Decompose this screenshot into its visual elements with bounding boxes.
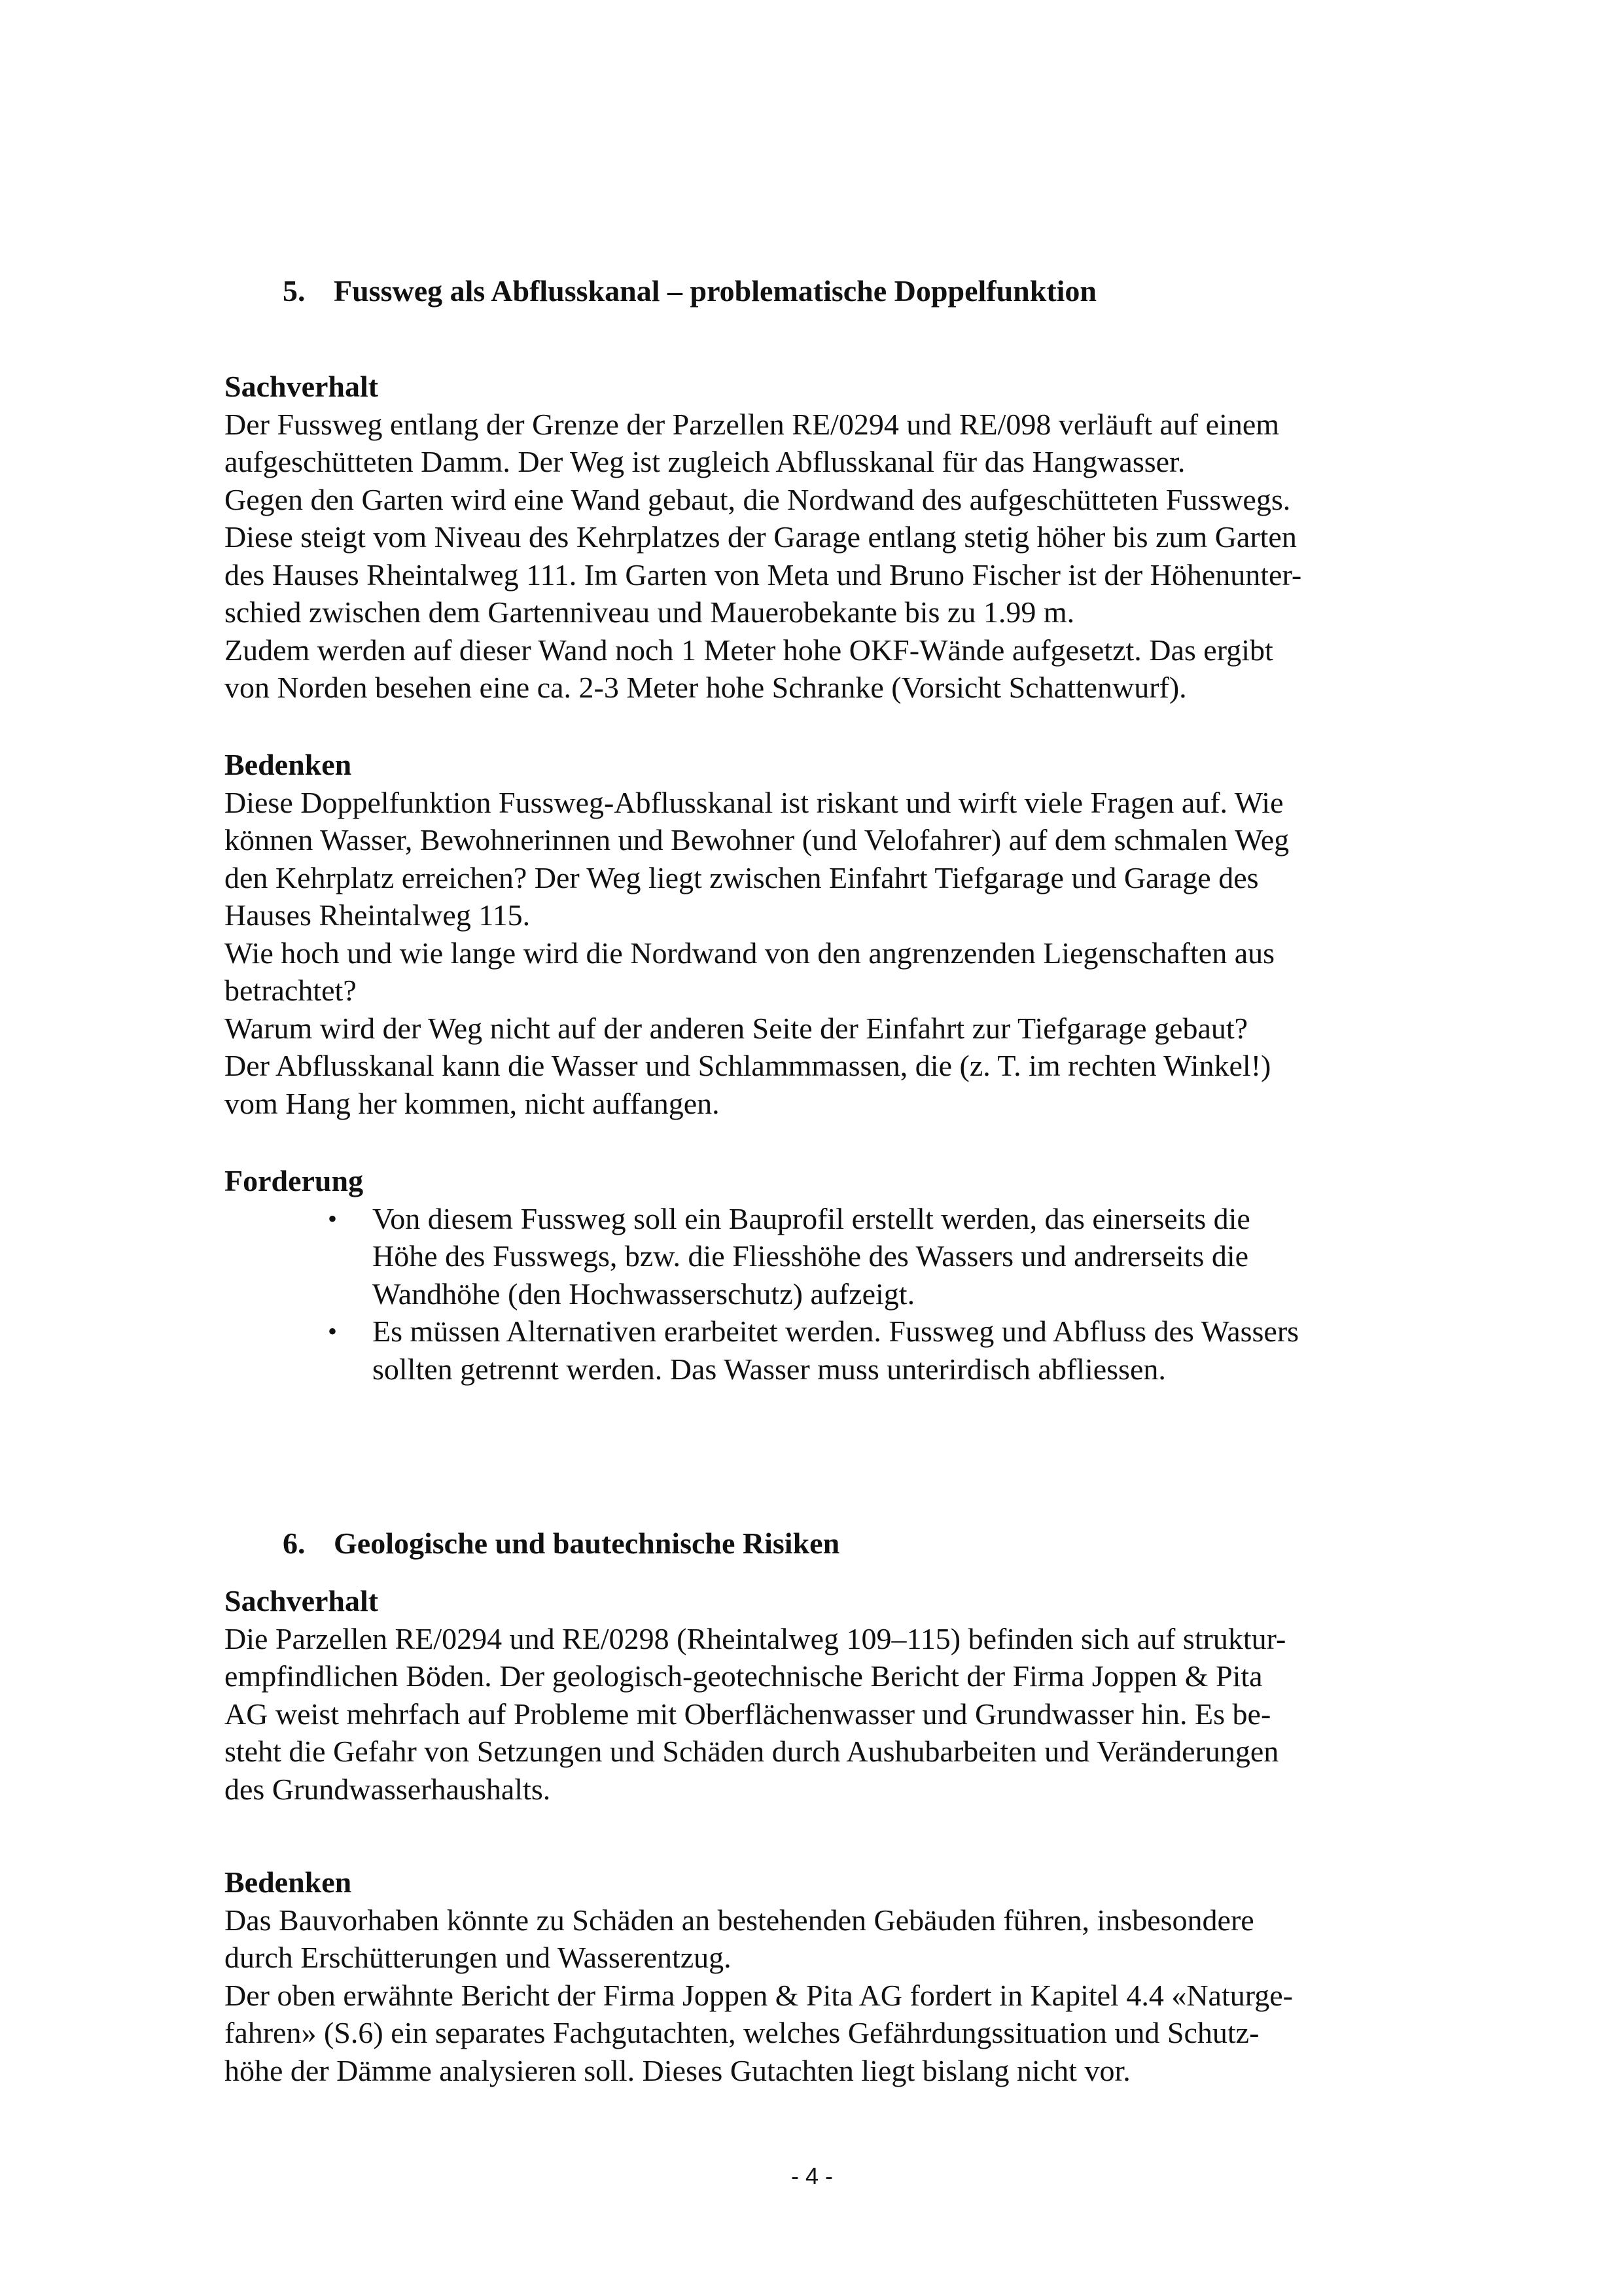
paragraph-line: schied zwischen dem Gartenniveau und Mauerobekante bis zu 1.99 m. [224,595,1075,629]
section-5-forderung [224,1162,1481,1388]
paragraph-line: Diese steigt vom Niveau des Kehrplatzes der Garage entlang stetig höher bis zum Garten [224,520,1297,554]
section-6-title: Geologische und bautechnische Risiken [334,1527,840,1560]
list-item-line: sollten getrennt werden. Das Wasser muss unterirdisch abfliessen. [372,1352,1166,1386]
paragraph-line: betrachtet? [224,974,357,1007]
section-6-bedenken [224,1863,1481,2089]
list-item-line: Es müssen Alternativen erarbeitet werden. Fussweg und Abfluss des Wassers [372,1315,1299,1348]
paragraph-line: Hauses Rheintalweg 115. [224,898,531,932]
paragraph-line: vom Hang her kommen, nicht auffangen. [224,1086,720,1120]
bedenken-label: Bedenken [224,1865,352,1899]
list-item [224,1313,1481,1388]
paragraph-line: können Wasser, Bewohnerinnen und Bewohner (und Velofahrer) auf dem schmalen Weg [224,823,1290,857]
section-6-number: 6. [283,1527,306,1560]
bullet-icon: • [328,1203,338,1233]
section-6-heading [283,1525,839,1563]
paragraph-line: Der Fussweg entlang der Grenze der Parzellen RE/0294 und RE/098 verläuft auf einem [224,407,1280,441]
section-6-sachverhalt [224,1582,1481,1808]
sachverhalt-label: Sachverhalt [224,1584,379,1617]
paragraph-line: Diese Doppelfunktion Fussweg-Abflusskanal ist riskant und wirft viele Fragen auf. Wie [224,785,1284,819]
paragraph-line: Gegen den Garten wird eine Wand gebaut, die Nordwand des aufgeschütteten Fusswegs. [224,482,1291,516]
sachverhalt-label: Sachverhalt [224,370,379,403]
paragraph-line: AG weist mehrfach auf Probleme mit Oberflächenwasser und Grundwasser hin. Es be- [224,1697,1271,1731]
paragraph-line: Die Parzellen RE/0294 und RE/0298 (Rheintalweg 109–115) befinden sich auf struktur- [224,1621,1286,1655]
bullet-icon: • [328,1316,338,1346]
paragraph-line: von Norden besehen eine ca. 2-3 Meter hohe Schranke (Vorsicht Schattenwurf). [224,671,1187,704]
section-5-bedenken [224,746,1481,1122]
paragraph-line: steht die Gefahr von Setzungen und Schäden durch Aushubarbeiten und Veränderungen [224,1735,1279,1768]
list-item-line: Von diesem Fussweg soll ein Bauprofil erstellt werden, das einerseits die [372,1201,1250,1235]
paragraph-line: Das Bauvorhaben könnte zu Schäden an bestehenden Gebäuden führen, insbesondere [224,1903,1254,1937]
section-5-number: 5. [283,274,306,308]
paragraph-line: Zudem werden auf dieser Wand noch 1 Meter hohe OKF-Wände aufgesetzt. Das ergibt [224,633,1273,667]
paragraph-line: des Hauses Rheintalweg 111. Im Garten von Meta und Bruno Fischer ist der Höhenunter- [224,557,1302,592]
paragraph-line: Der Abflusskanal kann die Wasser und Schlammmassen, die (z. T. im rechten Winkel!) [224,1049,1271,1082]
list-item-line: Höhe des Fusswegs, bzw. die Fliesshöhe des Wassers und andrerseits die [372,1239,1249,1273]
forderung-list [224,1200,1481,1388]
bedenken-label: Bedenken [224,748,352,781]
paragraph-line: den Kehrplatz erreichen? Der Weg liegt zwischen Einfahrt Tiefgarage und Garage des [224,860,1259,894]
page-number: - 4 - [790,2163,833,2189]
paragraph-line: empfindlichen Böden. Der geologisch-geotechnische Bericht der Firma Joppen & Pita [224,1659,1263,1693]
paragraph-line: Der oben erwähnte Bericht der Firma Joppen & Pita AG fordert in Kapitel 4.4 «Naturge- [224,1978,1293,2012]
list-item [224,1200,1481,1313]
paragraph-line: Wie hoch und wie lange wird die Nordwand von den angrenzenden Liegenschaften aus [224,936,1275,970]
forderung-label: Forderung [224,1164,364,1197]
paragraph-line: durch Erschütterungen und Wasserentzug. [224,1941,732,1974]
section-5-heading [283,272,1097,310]
paragraph-line: Warum wird der Weg nicht auf der anderen Seite der Einfahrt zur Tiefgarage gebaut? [224,1011,1248,1045]
section-5-title: Fussweg als Abflusskanal – problematische Doppelfunktion [334,274,1097,308]
paragraph-line: höhe der Dämme analysieren soll. Dieses Gutachten liegt bislang nicht vor. [224,2053,1131,2087]
paragraph-line: des Grundwasserhaushalts. [224,1772,551,1806]
paragraph-line: fahren» (S.6) ein separates Fachgutachten, welches Gefährdungssituation und Schutz- [224,2016,1260,2049]
section-5-sachverhalt [224,368,1481,707]
list-item-line: Wandhöhe (den Hochwasserschutz) aufzeigt. [372,1277,915,1311]
paragraph-line: aufgeschütteten Damm. Der Weg ist zugleich Abflusskanal für das Hangwasser. [224,445,1186,478]
